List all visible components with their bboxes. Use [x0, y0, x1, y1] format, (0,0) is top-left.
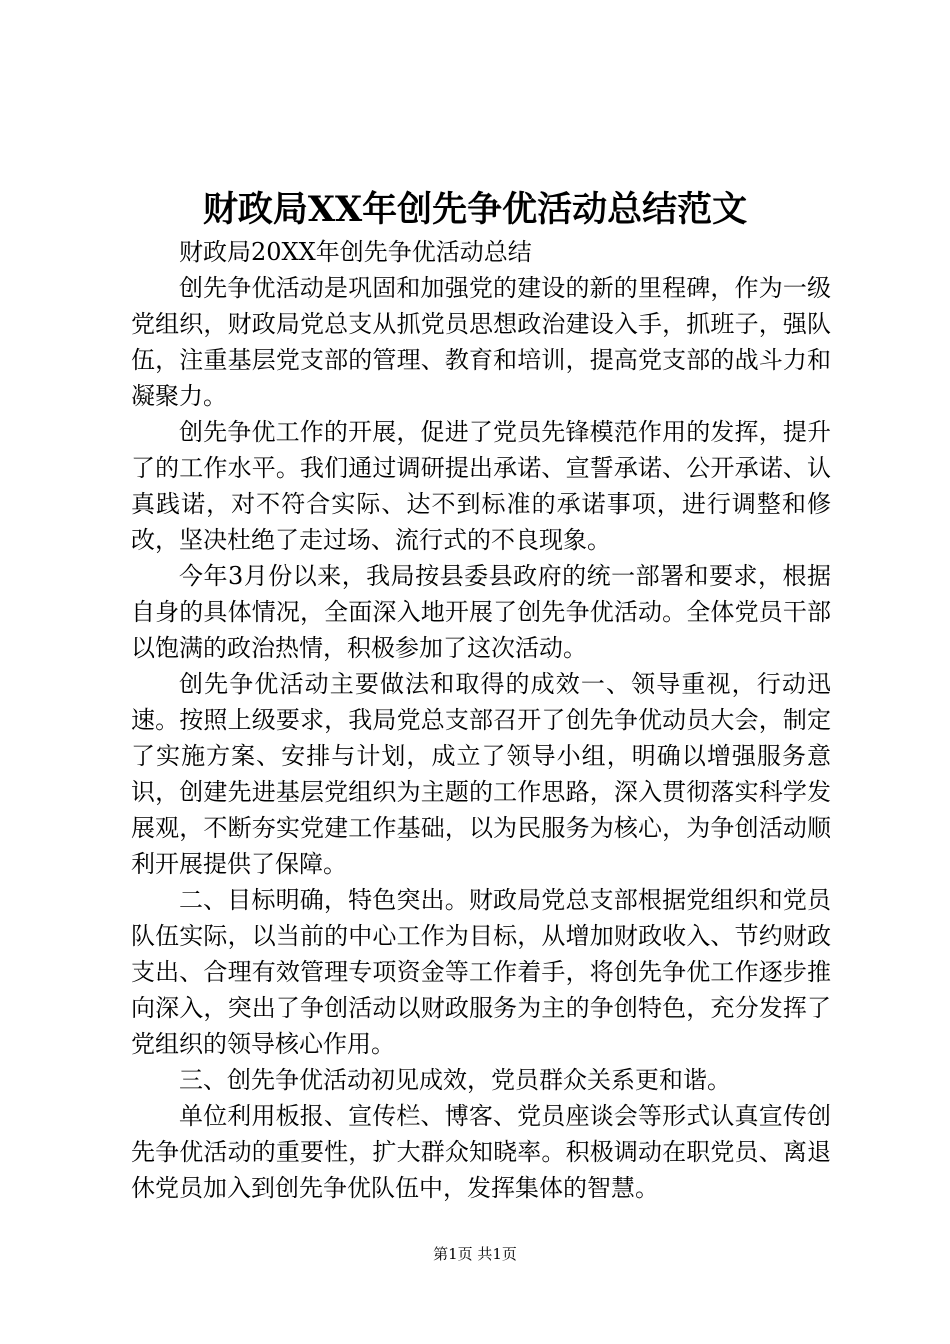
paragraph: 二、目标明确，特色突出。财政局党总支部根据党组织和党员队伍实际，以当前的中心工作为目标，从增加财政收入、节约财政支出、合理有效管理专项资金等工作着手，将创先争优工作逐步推向深入，突出了争创活动以财政服务为主的争创特色，充分发挥了党组织的领导核心作用。 — [131, 886, 831, 1058]
paragraph: 今年3月份以来，我局按县委县政府的统一部署和要求，根据自身的具体情况，全面深入地开展了创先争优活动。全体党员干部以饱满的政治热情，积极参加了这次活动。 — [131, 562, 831, 662]
document-title: 财政局XX年创先争优活动总结范文 — [202, 189, 748, 230]
paragraph: 单位利用板报、宣传栏、博客、党员座谈会等形式认真宣传创先争优活动的重要性，扩大群众知晓率。积极调动在职党员、离退休党员加入到创先争优队伍中，发挥集体的智慧。 — [131, 1102, 831, 1202]
paragraph: 创先争优活动主要做法和取得的成效一、领导重视，行动迅速。按照上级要求，我局党总支部召开了创先争优动员大会，制定了实施方案、安排与计划，成立了领导小组，明确以增强服务意识，创建先进基层党组织为主题的工作思路，深入贯彻落实科学发展观，不断夯实党建工作基础，以为民服务为核心，为争创活动顺利开展提供了保障。 — [131, 670, 831, 878]
paragraph: 创先争优工作的开展，促进了党员先锋模范作用的发挥，提升了的工作水平。我们通过调研提出承诺、宣誓承诺、公开承诺、认真践诺，对不符合实际、达不到标准的承诺事项，进行调整和修改，坚决杜绝了走过场、流行式的不良现象。 — [131, 418, 831, 554]
paragraph: 三、创先争优活动初见成效，党员群众关系更和谐。 — [179, 1066, 731, 1094]
paragraph-subtitle: 财政局20XX年创先争优活动总结 — [179, 238, 532, 266]
page-number-footer: 第1页 共1页 — [433, 1245, 517, 1263]
document-body — [131, 234, 831, 1206]
paragraph: 创先争优活动是巩固和加强党的建设的新的里程碑，作为一级党组织，财政局党总支从抓党员思想政治建设入手，抓班子，强队伍，注重基层党支部的管理、教育和培训，提高党支部的战斗力和凝聚力。 — [131, 274, 831, 410]
